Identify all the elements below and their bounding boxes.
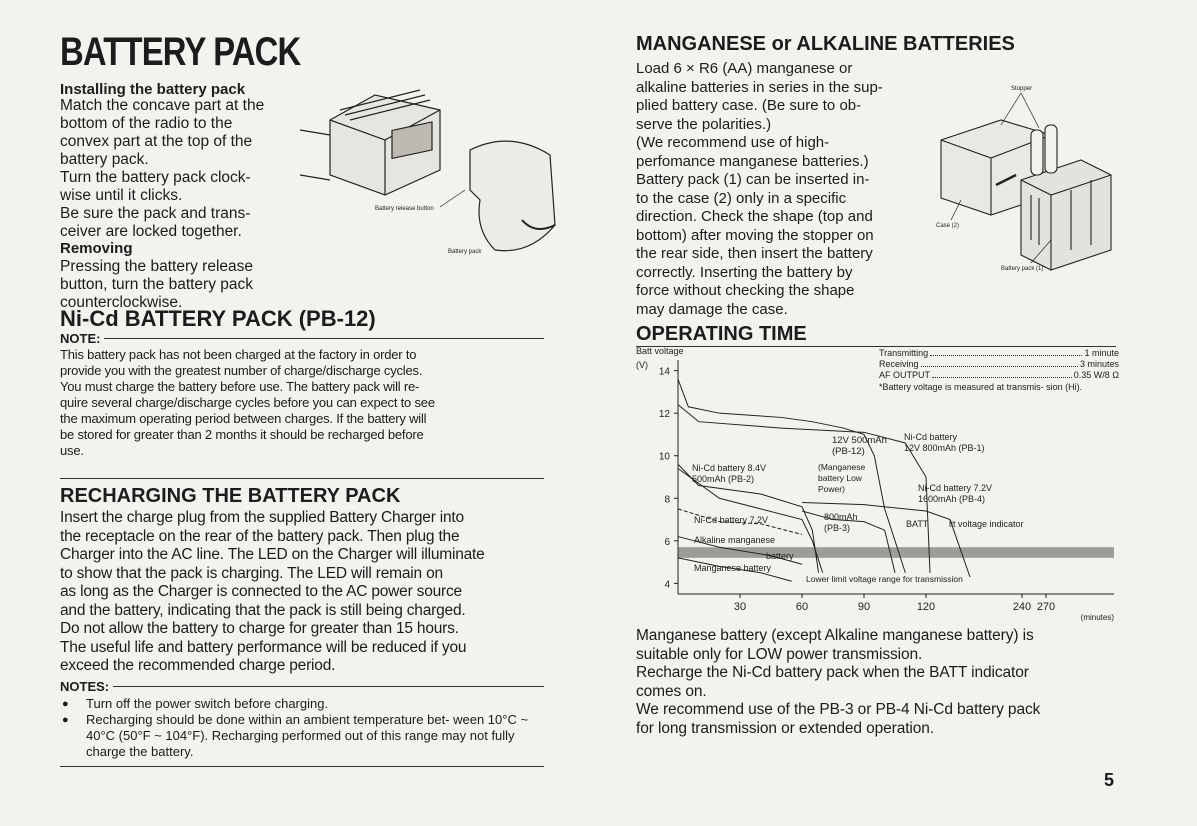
series-label: battery Low	[818, 473, 862, 483]
removing-line: Pressing the battery release	[60, 258, 253, 275]
manganese-line: alkaline batteries in series in the sup-	[636, 78, 883, 96]
release-button-label: Battery release button	[375, 206, 434, 212]
transmission-band	[678, 547, 1114, 558]
divider	[60, 478, 544, 479]
recharging-line: The useful life and battery performance will be reduced if you	[60, 638, 467, 656]
y-tick-label: 12	[658, 409, 670, 421]
after-line: for long transmission or extended operation.	[636, 719, 935, 737]
operating-time-chart	[636, 346, 1120, 626]
installing-line: Turn the battery pack clock-	[60, 169, 251, 186]
y-tick-label: 8	[664, 494, 670, 506]
after-line: We recommend use of the PB-3 or PB-4 Ni-Cd battery pack	[636, 701, 1041, 718]
nicd-line: quire several charge/discharge cycles before you can expect to see	[60, 395, 435, 410]
stopper-label: Stopper	[1011, 86, 1033, 92]
y-tick-label: 10	[658, 451, 670, 463]
removing-line: button, turn the battery pack	[60, 276, 254, 293]
series-label: (PB-12)	[832, 446, 865, 457]
legend-label: Transmitting	[879, 348, 929, 358]
x-tick-label: 270	[1036, 601, 1056, 613]
manganese-heading: MANGANESE or ALKALINE BATTERIES	[636, 33, 1015, 55]
case-label: Case (2)	[936, 223, 960, 229]
manganese-line: (We recommend use of high-	[636, 134, 830, 151]
page-number: 5	[1104, 770, 1115, 790]
installing-line: ceiver are locked together.	[60, 223, 242, 240]
manganese-line: direction. Check the shape (top and	[636, 208, 873, 225]
x-tick-label: 30	[733, 601, 747, 613]
after-line: Recharge the Ni-Cd battery pack when the BATT indicator	[636, 664, 1029, 681]
page-title: BATTERY PACK	[60, 30, 301, 74]
installing-text	[60, 97, 305, 241]
recharging-line: Charger into the AC line. The LED on the Charger will illuminate	[60, 546, 485, 563]
series-label: 800mAh	[824, 512, 858, 522]
y-axis-unit: (V)	[636, 360, 648, 370]
manganese-line: to the case (2) only in a specific	[636, 189, 847, 207]
recharging-notes-label	[60, 679, 544, 694]
removing-heading: Removing	[60, 240, 133, 257]
installing-line: bottom of the radio to the	[60, 115, 233, 132]
series-label: battery	[766, 551, 794, 561]
y-axis-label: Batt voltage	[636, 346, 684, 356]
series-label: 500mAh (PB-2)	[692, 474, 755, 484]
recharging-text	[60, 509, 544, 676]
after-line: suitable only for LOW power transmission.	[636, 645, 923, 663]
series-label: (Manganese	[818, 462, 866, 472]
after-line: Manganese battery (except Alkaline manganese battery) is	[636, 627, 1034, 644]
installing-line: Match the concave part at the	[60, 97, 265, 114]
removing-text	[60, 258, 305, 312]
operating-time-heading: OPERATING TIME	[636, 323, 807, 345]
manganese-line: perfomance manganese batteries.)	[636, 152, 869, 170]
x-tick-label: 90	[857, 601, 871, 613]
legend-note: *Battery voltage is measured at transmis- sion (Hi).	[879, 382, 1083, 392]
band-label: Lower limit voltage range for transmission	[806, 574, 963, 584]
series-label: 12V 500mAh	[832, 435, 887, 446]
legend-value: 0.35 W/8 Ω	[1073, 370, 1119, 380]
recharging-line: Insert the charge plug from the supplied Battery Charger into	[60, 509, 464, 526]
manganese-line: Load 6 × R6 (AA) manganese or	[636, 60, 853, 77]
series-label: Ni-Cd battery 8.4V	[692, 463, 767, 473]
manganese-line: plied battery case. (Be sure to ob-	[636, 97, 862, 114]
recharging-heading: RECHARGING THE BATTERY PACK	[60, 485, 401, 507]
series-label: Ni-Cd battery 7.2V	[694, 515, 769, 525]
battery-case-illustration	[931, 80, 1121, 275]
operating-after-text	[636, 627, 1120, 738]
manganese-line: serve the polarities.)	[636, 115, 772, 133]
nicd-line: This battery pack has not been charged at the factory in order to	[60, 347, 417, 362]
recharging-line: as long as the Charger is connected to the AC power source	[60, 583, 462, 600]
series-label: 1600mAh (PB-4)	[918, 494, 986, 504]
divider	[60, 766, 544, 767]
notes-label-text: NOTES:	[60, 679, 110, 694]
x-axis-label: (minutes)	[1080, 613, 1114, 622]
y-tick-label: 14	[658, 366, 670, 378]
series-label: BATT	[906, 519, 929, 529]
manganese-line: the rear side, then insert the battery	[636, 245, 873, 262]
manganese-line: correctly. Inserting the battery by	[636, 263, 853, 281]
y-tick-label: 6	[664, 536, 670, 548]
manganese-line: bottom) after moving the stopper on	[636, 226, 874, 244]
nicd-heading: Ni-Cd BATTERY PACK (PB-12)	[60, 306, 376, 331]
installing-line: convex part at the top of the	[60, 133, 253, 150]
y-tick-label: 4	[664, 579, 670, 591]
nicd-note-label	[60, 331, 544, 346]
series-label: 12V 800mAh (PB-1)	[904, 443, 985, 453]
battery-pack-illustration	[300, 80, 560, 260]
x-tick-label: 60	[795, 601, 809, 613]
pack-label: Battery pack (1)	[1001, 266, 1044, 272]
nicd-line: You must charge the battery before use. The battery pack will re-	[60, 379, 420, 394]
series-label: lit voltage indicator	[949, 519, 1024, 529]
x-tick-label: 240	[1012, 601, 1032, 613]
nicd-line: the maximum operating period between charges. If the battery will	[60, 411, 427, 426]
manganese-line: force without checking the shape	[636, 282, 855, 299]
manganese-line: Battery pack (1) can be inserted in-	[636, 171, 870, 188]
removing-line: counterclockwise.	[60, 294, 183, 311]
installing-line: battery pack.	[60, 151, 149, 168]
installing-line: wise until it clicks.	[60, 187, 183, 204]
recharging-line: the receptacle on the rear of the battery pack. Then plug the	[60, 527, 460, 545]
note-item: ● Turn off the power switch before charging.	[60, 696, 544, 712]
legend-label: Receiving	[879, 359, 919, 369]
legend-value: 1 minute	[1084, 348, 1119, 358]
note-label-text: NOTE:	[60, 331, 101, 346]
recharging-notes-list	[60, 696, 544, 760]
note-item: ● Recharging should be done within an ambient temperature bet- ween 10°C ~ 40°C (50°F ~ 104°F). Recharging performed out of this range may not fully charge the battery.	[60, 712, 544, 760]
nicd-note-text	[60, 347, 544, 459]
series-label: Ni-Cd battery	[904, 432, 958, 442]
legend-label: AF OUTPUT	[879, 370, 930, 380]
series-label: Ni-Cd battery 7.2V	[918, 483, 993, 493]
recharging-line: to show that the pack is charging. The LED will remain on	[60, 564, 443, 582]
nicd-line: provide you with the greatest number of charge/discharge cycles.	[60, 363, 423, 378]
recharging-line: exceed the recommended charge period.	[60, 657, 336, 674]
nicd-line: use.	[60, 443, 84, 458]
recharging-line: and the battery, indicating that the pack is still being charged.	[60, 601, 466, 619]
series-label: Manganese battery	[694, 563, 772, 573]
battery-pack-label: Battery pack	[448, 249, 482, 255]
series-label: (PB-3)	[824, 523, 851, 533]
series-label: Power)	[818, 484, 845, 494]
manganese-line: may damage the case.	[636, 300, 788, 318]
recharging-line: Do not allow the battery to charge for greater than 15 hours.	[60, 620, 459, 637]
series-label: Alkaline manganese	[694, 535, 776, 545]
nicd-line: be stored for greater than 2 months it should be recharged before	[60, 427, 424, 442]
legend-value: 3 minutes	[1079, 359, 1119, 369]
manganese-text	[636, 60, 926, 319]
installing-heading: Installing the battery pack	[60, 81, 246, 98]
installing-line: Be sure the pack and trans-	[60, 205, 251, 222]
after-line: comes on.	[636, 682, 707, 700]
x-tick-label: 120	[916, 601, 936, 613]
